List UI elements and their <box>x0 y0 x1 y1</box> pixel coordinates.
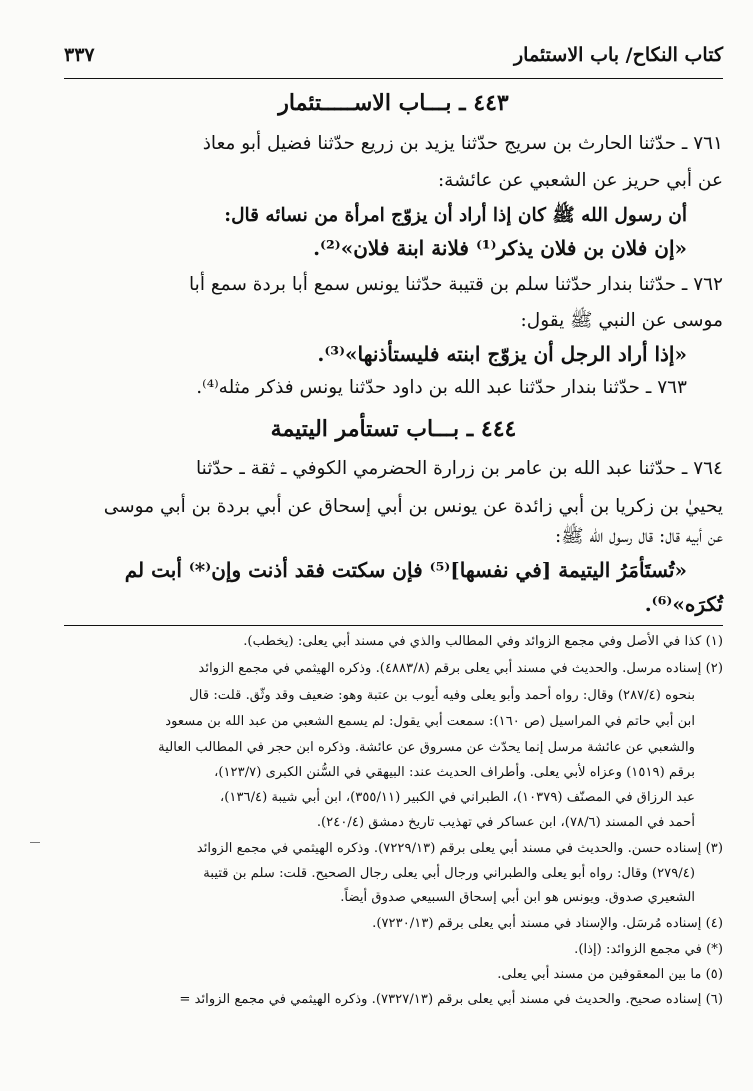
hadith-763: ٧٦٣ ـ حدّثنا بندار حدّثنا عبد الله بن داود حدّثنا يونس فذكر مثله⁽⁴⁾. <box>196 377 687 398</box>
hadith-761-line-3: أن رسول الله ﷺ كان إذا أراد أن يزوّج امرأة من نسائه قال: <box>224 205 687 226</box>
hadith-762-line-1: ٧٦٢ ـ حدّثنا بندار حدّثنا سلم بن قتيبة حدّثنا يونس سمع أبا بردة سمع أبا <box>189 274 723 295</box>
page-header <box>64 38 723 79</box>
hadith-762-line-2: موسى عن النبي ﷺ يقول: <box>520 310 723 331</box>
footnote-2-line-4: والشعبي عن عائشة مرسل إنما يحدّث عن مسروق عن عائشة. وذكره ابن حجر في المطالب العالية <box>158 740 695 755</box>
footnote-star: (*) في مجمع الزوائد: (إذا). <box>574 942 723 957</box>
footnote-2: (٢) إسناده مرسل. والحديث في مسند أبي يعلى برقم (٤٨٨٣/٨). وذكره الهيثمي في مجمع الزوائد <box>198 661 723 676</box>
footnote-3: (٣) إسناده حسن. والحديث في مسند أبي يعلى برقم (٧٢٢٩/١٣). وذكره الهيثمي في مجمع الزوائد <box>196 841 723 856</box>
hadith-764-line-3: عن أبيه قال: قال رسول الله ﷺ: <box>554 526 723 547</box>
hadith-762-matn: «إذا أراد الرجل أن يزوّج ابنته فليستأذنها»⁽³⁾. <box>317 342 687 366</box>
hadith-764-line-1: ٧٦٤ ـ حدّثنا عبد الله بن عامر بن زرارة الحضرمي الكوفي ـ ثقة ـ حدّثنا <box>195 458 723 479</box>
footnote-2-line-3: ابن أبي حاتم في المراسيل (ص ١٦٠): سمعت أبي يقول: لم يسمع الشعبي من عبد الله بن مسعود <box>165 714 695 729</box>
chapter-heading-443: ٤٤٣ ـ بـــاب الاســـــتئمار <box>278 90 509 116</box>
footnote-6: (٦) إسناده صحيح. والحديث في مسند أبي يعلى برقم (٧٣٢٧/١٣). وذكره الهيثمي في مجمع الزوائد = <box>179 992 723 1007</box>
hadith-761-line-2: عن أبي حريز عن الشعبي عن عائشة: <box>437 170 723 191</box>
footnote-1: (١) كذا في الأصل وفي مجمع الزوائد وفي المطالب والذي في مسند أبي يعلى: (يخطب). <box>243 634 723 649</box>
page-number: ٣٣٧ <box>64 44 95 66</box>
hadith-761-matn: «إن فلان بن فلان يذكر⁽¹⁾ فلانة ابنة فلان»⁽²⁾. <box>313 236 687 260</box>
hadith-764-line-2: يحييٰ بن زكريا بن أبي زائدة عن يونس بن أبي إسحاق عن أبي بردة بن أبي موسى <box>103 496 723 517</box>
footnote-2-line-6: عبد الرزاق في المصنّف (١٠٣٧٩)، الطبراني في الكبير (٣٥٥/١١)، ابن أبي شيبة (١٣٦/٤)، <box>219 790 695 805</box>
running-title: كتاب النكاح/ باب الاستئمار <box>514 44 723 66</box>
hadith-764-matn-2: تُكرَه»⁽⁶⁾. <box>644 592 723 616</box>
footnote-2-line-5: برقم (١٥١٩) وعزاه لأبي يعلى. وأطراف الحديث عند: البيهقي في السُّنن الكبرى (١٢٣/٧)، <box>214 765 695 780</box>
hadith-761-line-1: ٧٦١ ـ حدّثنا الحارث بن سريج حدّثنا يزيد بن زريع حدّثنا فضيل أبو معاذ <box>202 133 723 154</box>
footnote-2-line-7: أحمد في المسند (٧٨/٦)، ابن عساكر في تهذيب تاريخ دمشق (٢٤٠/٤). <box>316 815 695 830</box>
footnote-4: (٤) إسناده مُرسَل. والإسناد في مسند أبي يعلى برقم (٧٢٣٠/١٣). <box>372 916 723 931</box>
footnote-3-line-3: الشعيري صدوق. ويونس هو ابن أبي إسحاق السبيعي صدوق أيضاً. <box>340 890 695 905</box>
chapter-heading-444: ٤٤٤ ـ بـــاب تستأمر اليتيمة <box>270 416 517 442</box>
footnote-3-line-2: (٢٧٩/٤) وقال: رواه أبو يعلى والطبراني ورجال أبي يعلى رجال الصحيح. قلت: سلم بن قتيبة <box>203 866 695 881</box>
hadith-764-matn-1: «تُستَأمَرُ اليتيمة [في نفسها]⁽⁵⁾ فإن سكتت فقد أذنت وإن⁽*⁾ أبت لم <box>124 558 687 582</box>
footnote-5: (٥) ما بين المعقوفين من مسند أبي يعلى. <box>497 967 723 982</box>
margin-mark <box>30 842 40 843</box>
footnote-separator <box>64 625 723 626</box>
footnote-2-line-2: بنحوه (٢٨٧/٤) وقال: رواه أحمد وأبو يعلى وفيه أيوب بن عتبة وهو: ضعيف وقد وثّق. قلت: قال <box>189 688 695 703</box>
